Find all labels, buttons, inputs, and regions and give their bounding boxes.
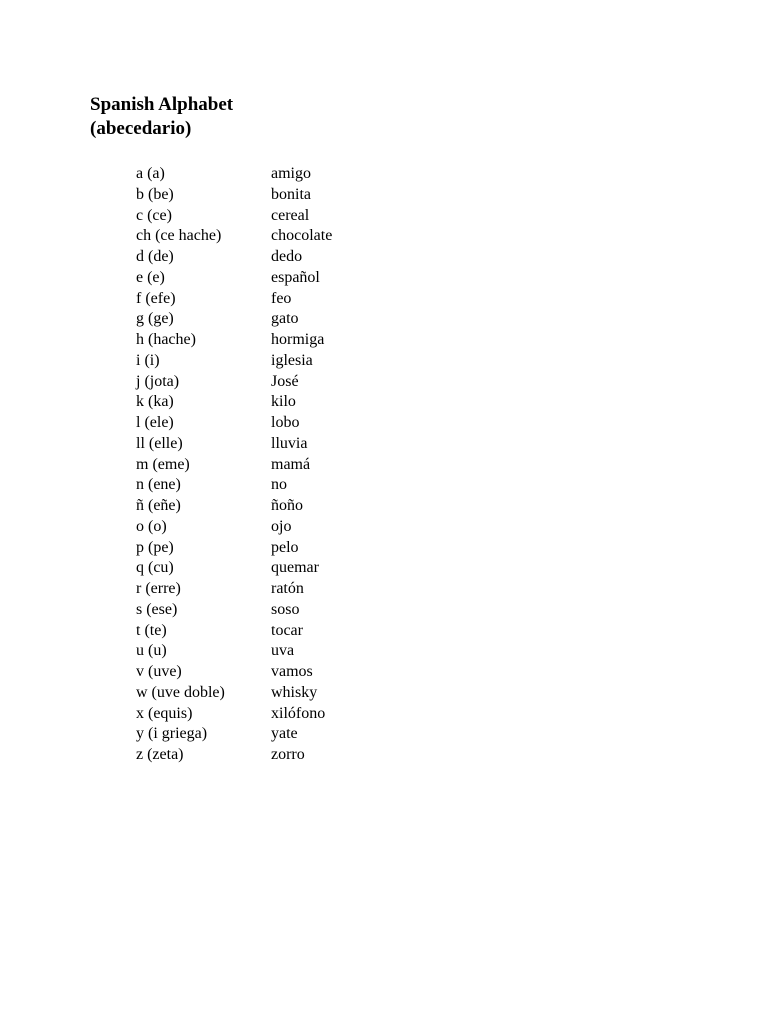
example-word: chocolate [271, 227, 333, 245]
list-item [136, 517, 456, 538]
letter-name: w (uve doble) [136, 683, 225, 701]
list-item [136, 247, 456, 268]
example-word: xilófono [271, 704, 326, 722]
example-word: whisky [271, 683, 318, 701]
example-word: lluvia [271, 434, 308, 452]
list-item [136, 309, 456, 330]
page-title [90, 93, 233, 141]
list-item [136, 372, 456, 393]
list-item [136, 206, 456, 227]
example-word: hormiga [271, 331, 325, 348]
list-item [136, 538, 456, 559]
title-line-1: Spanish Alphabet [90, 94, 234, 115]
example-word: iglesia [271, 351, 313, 369]
list-item [136, 600, 456, 621]
list-item [136, 496, 456, 517]
list-item [136, 226, 456, 247]
list-item [136, 683, 456, 704]
alphabet-list [136, 164, 456, 766]
example-word: kilo [271, 393, 296, 411]
list-item [136, 475, 456, 496]
letter-name: ñ (eñe) [136, 497, 181, 514]
letter-name: u (u) [136, 642, 167, 660]
letter-name: g (ge) [136, 310, 174, 328]
example-word: bonita [271, 185, 311, 203]
list-item [136, 351, 456, 372]
example-word: dedo [271, 248, 303, 265]
letter-name: i (i) [136, 351, 160, 369]
letter-name: e (e) [136, 268, 165, 286]
letter-name: l (ele) [136, 414, 174, 431]
example-word: cereal [271, 206, 310, 224]
example-word: pelo [271, 538, 299, 556]
list-item [136, 558, 456, 579]
list-item [136, 392, 456, 413]
example-word: feo [271, 289, 292, 307]
list-item [136, 662, 456, 683]
example-word: gato [271, 310, 299, 328]
list-item [136, 745, 456, 766]
example-word: vamos [271, 663, 313, 680]
list-item [136, 579, 456, 600]
letter-name: t (te) [136, 621, 167, 639]
letter-name: h (hache) [136, 331, 196, 348]
list-item [136, 724, 456, 745]
letter-name: z (zeta) [136, 746, 184, 763]
list-item [136, 164, 456, 185]
example-word: no [271, 476, 287, 494]
list-item [136, 455, 456, 476]
list-item [136, 704, 456, 725]
letter-name: k (ka) [136, 393, 174, 411]
example-word: zorro [271, 746, 305, 763]
letter-name: c (ce) [136, 206, 172, 224]
list-item [136, 268, 456, 289]
letter-name: ll (elle) [136, 434, 183, 452]
example-word: yate [271, 725, 298, 743]
list-item [136, 413, 456, 434]
example-word: soso [271, 600, 300, 618]
letter-name: j (jota) [136, 372, 180, 390]
letter-name: a (a) [136, 165, 165, 182]
list-item [136, 621, 456, 642]
letter-name: x (equis) [136, 704, 193, 722]
letter-name: b (be) [136, 185, 174, 203]
letter-name: d (de) [136, 248, 174, 265]
example-word: tocar [271, 621, 303, 639]
letter-name: r (erre) [136, 580, 181, 597]
example-word: José [271, 372, 299, 390]
list-item [136, 185, 456, 206]
example-word: español [271, 268, 320, 286]
example-word: ratón [271, 580, 304, 597]
letter-name: q (cu) [136, 559, 174, 577]
list-item [136, 330, 456, 351]
letter-name: o (o) [136, 517, 167, 535]
list-item [136, 289, 456, 310]
example-word: mamá [271, 455, 311, 473]
letter-name: ch (ce hache) [136, 227, 222, 245]
letter-name: p (pe) [136, 538, 174, 556]
example-word: ojo [271, 517, 292, 535]
title-line-2: (abecedario) [90, 118, 192, 139]
letter-name: m (eme) [136, 455, 190, 473]
example-word: uva [271, 642, 295, 660]
letter-name: s (ese) [136, 600, 178, 618]
letter-name: v (uve) [136, 663, 182, 680]
example-word: amigo [271, 165, 311, 182]
letter-name: y (i griega) [136, 725, 208, 743]
list-item [136, 434, 456, 455]
letter-name: n (ene) [136, 476, 181, 494]
example-word: quemar [271, 559, 319, 577]
example-word: ñoño [271, 497, 303, 514]
list-item [136, 641, 456, 662]
example-word: lobo [271, 414, 300, 431]
letter-name: f (efe) [136, 289, 176, 307]
